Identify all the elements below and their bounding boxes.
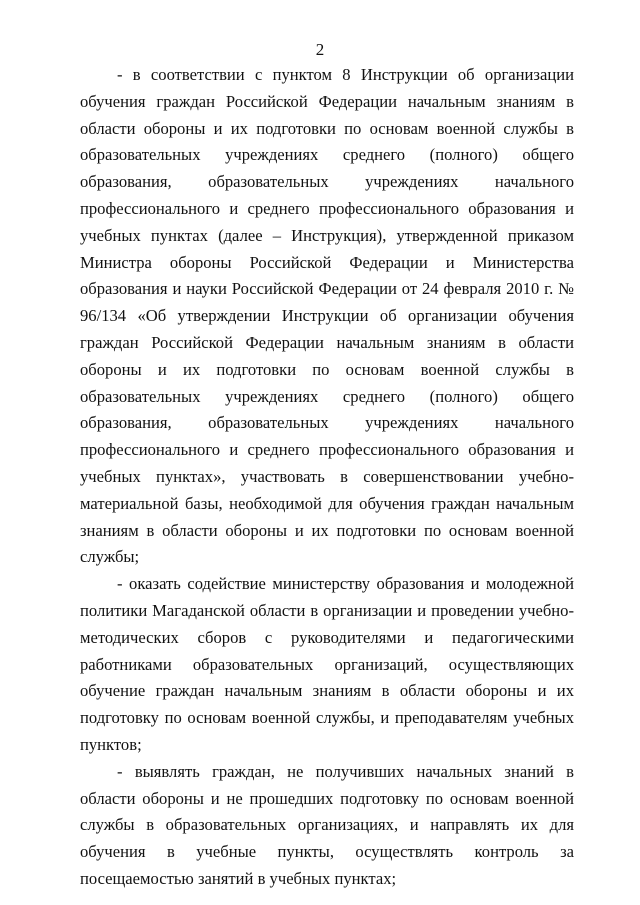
page-number: 2 <box>315 40 325 59</box>
paragraph-assistance-clause: - оказать содействие министерству образования и молодежной политики Магаданской области в организации и проведении учебно-методических сборов с руководителями и педагогическими работниками образовательных организаций, осуществляющих обучение граждан начальным знаниям в области обороны и их подготовку по основам военной службы, и преподавателям учебных пунктов; <box>80 574 574 754</box>
document-body <box>80 62 574 893</box>
paragraph-identification-clause: - выявлять граждан, не получивших начальных знаний в области обороны и не прошедших подготовку по основам военной службы в образовательных организациях, и направлять их для обучения в учебные пункты, осуществлять контроль за посещаемостью занятий в учебных пунктах; <box>80 761 574 888</box>
paragraph-instruction-clause: - в соответствии с пунктом 8 Инструкции об организации обучения граждан Российской Федерации начальным знаниям в области обороны и их подготовки по основам военной службы в образовательных учреждениях среднего (полного) общего образования, образовательных учреждениях начального профессионального и среднего профессионального образования и учебных пунктах (далее – Инструкция), утвержденной приказом Министра обороны Российской Федерации и Министерства образования и науки Российской Федерации от 24 февраля 2010 г. № 96/134 «Об утверждении Инструкции об организации обучения граждан Российской Федерации начальным знаниям в области обороны и их подготовки по основам военной службы в образовательных учреждениях среднего (полного) общего образования, образовательных учреждениях начального профессионального и среднего профессионального образования и учебных пунктах», участвовать в совершенствовании учебно-материальной базы, необходимой для обучения граждан начальным знаниям в области обороны и их подготовки по основам военной службы; <box>80 65 574 567</box>
